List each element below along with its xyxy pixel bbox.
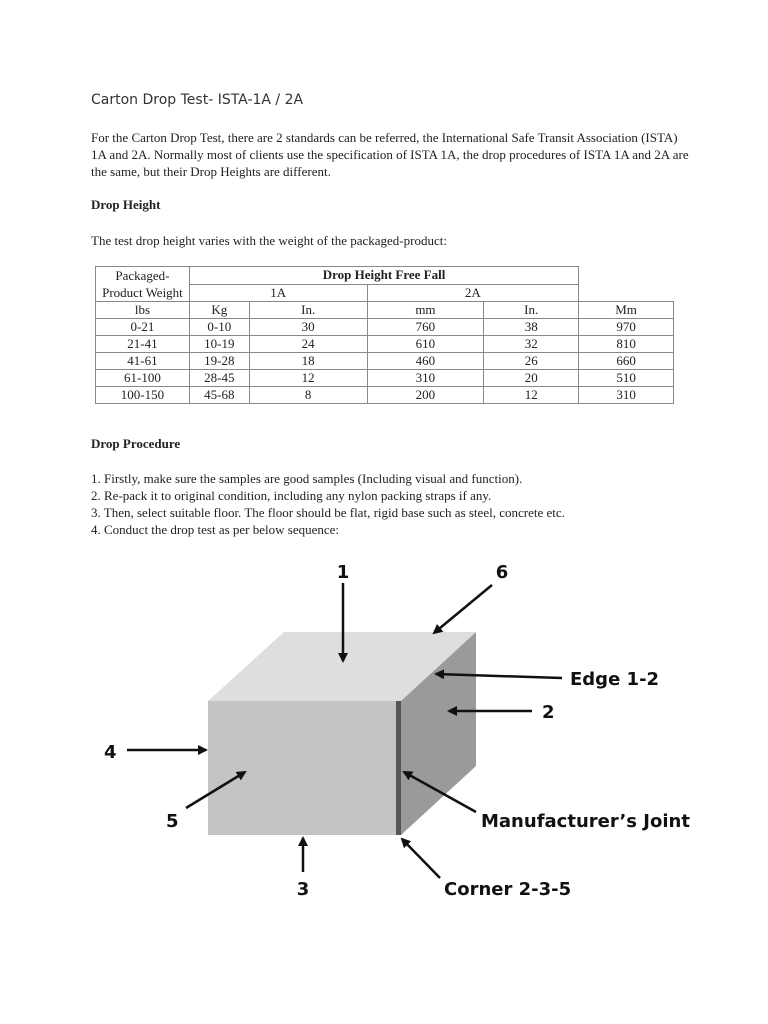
cell-2a-mm: 510 (579, 370, 674, 387)
table-row (96, 336, 674, 353)
cell-2a-in: 20 (484, 370, 579, 387)
cell-2a-in: 38 (484, 319, 579, 336)
procedure-step: 1. Firstly, make sure the samples are good samples (Including visual and function). (91, 471, 523, 486)
unit-2a-in: In. (484, 302, 579, 319)
manufacturers-joint-strip (396, 701, 401, 835)
weight-header: Packaged-Product Weight (96, 267, 190, 302)
unit-1a-mm: mm (367, 302, 484, 319)
drop-height-table (95, 266, 674, 404)
cell-1a-mm: 200 (367, 387, 484, 404)
label-face-5: 5 (166, 811, 179, 832)
label-face-1: 1 (336, 562, 350, 583)
procedure-steps (91, 470, 691, 538)
label-face-4: 4 (104, 742, 117, 763)
drop-sequence-diagram (0, 540, 768, 920)
cell-lbs: 100-150 (96, 387, 190, 404)
cell-1a-in: 8 (249, 387, 367, 404)
label-face-2: 2 (542, 702, 555, 723)
label-edge-1-2: Edge 1-2 (570, 669, 660, 690)
cell-2a-mm: 810 (579, 336, 674, 353)
cell-lbs: 0-21 (96, 319, 190, 336)
cell-2a-in: 32 (484, 336, 579, 353)
drop-height-heading: Drop Height (91, 197, 161, 212)
cell-2a-in: 12 (484, 387, 579, 404)
table-header-row (96, 267, 674, 285)
table-row (96, 319, 674, 336)
carton-front-face (208, 701, 401, 835)
cell-kg: 0-10 (189, 319, 249, 336)
arrow-face-6 (434, 585, 492, 633)
cell-lbs: 41-61 (96, 353, 190, 370)
cell-1a-mm: 610 (367, 336, 484, 353)
cell-kg: 28-45 (189, 370, 249, 387)
table-row (96, 370, 674, 387)
cell-1a-in: 12 (249, 370, 367, 387)
unit-1a-in: In. (249, 302, 367, 319)
page-title: Carton Drop Test- ISTA-1A / 2A (91, 92, 304, 108)
cell-lbs: 21-41 (96, 336, 190, 353)
cell-lbs: 61-100 (96, 370, 190, 387)
cell-1a-in: 30 (249, 319, 367, 336)
label-corner-2-3-5: Corner 2-3-5 (444, 879, 572, 900)
procedure-step: 2. Re-pack it to original condition, including any nylon packing straps if any. (91, 488, 492, 503)
cell-1a-in: 24 (249, 336, 367, 353)
label-face-3: 3 (296, 879, 310, 900)
standard-2a-header: 2A (367, 284, 579, 302)
cell-1a-mm: 310 (367, 370, 484, 387)
cell-kg: 45-68 (189, 387, 249, 404)
cell-kg: 19-28 (189, 353, 249, 370)
cell-2a-mm: 310 (579, 387, 674, 404)
unit-2a-mm: Mm (579, 302, 674, 319)
drop-height-text: The test drop height varies with the weight of the packaged-product: (91, 233, 447, 248)
unit-kg: Kg (189, 302, 249, 319)
cell-1a-in: 18 (249, 353, 367, 370)
procedure-step: 3. Then, select suitable floor. The floor should be flat, rigid base such as steel, concrete etc. (91, 505, 565, 520)
standard-1a-header: 1A (189, 284, 367, 302)
drop-height-header: Drop Height Free Fall (189, 267, 578, 285)
arrow-corner-2-3-5 (402, 839, 440, 878)
cell-1a-mm: 760 (367, 319, 484, 336)
cell-kg: 10-19 (189, 336, 249, 353)
cell-2a-mm: 660 (579, 353, 674, 370)
cell-1a-mm: 460 (367, 353, 484, 370)
intro-paragraph: For the Carton Drop Test, there are 2 standards can be referred, the International Safe Transit Association (ISTA) 1A and 2A. Normally most of clients use the specification of ISTA 1A, the drop procedures of ISTA 1A and 2A are the same, but their Drop Heights are different. (91, 130, 689, 179)
table-units-row (96, 302, 674, 319)
cell-2a-mm: 970 (579, 319, 674, 336)
drop-procedure-heading: Drop Procedure (91, 436, 181, 451)
cell-2a-in: 26 (484, 353, 579, 370)
unit-lbs: lbs (96, 302, 190, 319)
table-row (96, 387, 674, 404)
table-row (96, 353, 674, 370)
procedure-step: 4. Conduct the drop test as per below sequence: (91, 522, 340, 537)
label-manufacturers-joint: Manufacturer’s Joint (481, 811, 690, 832)
label-face-6: 6 (495, 562, 509, 583)
